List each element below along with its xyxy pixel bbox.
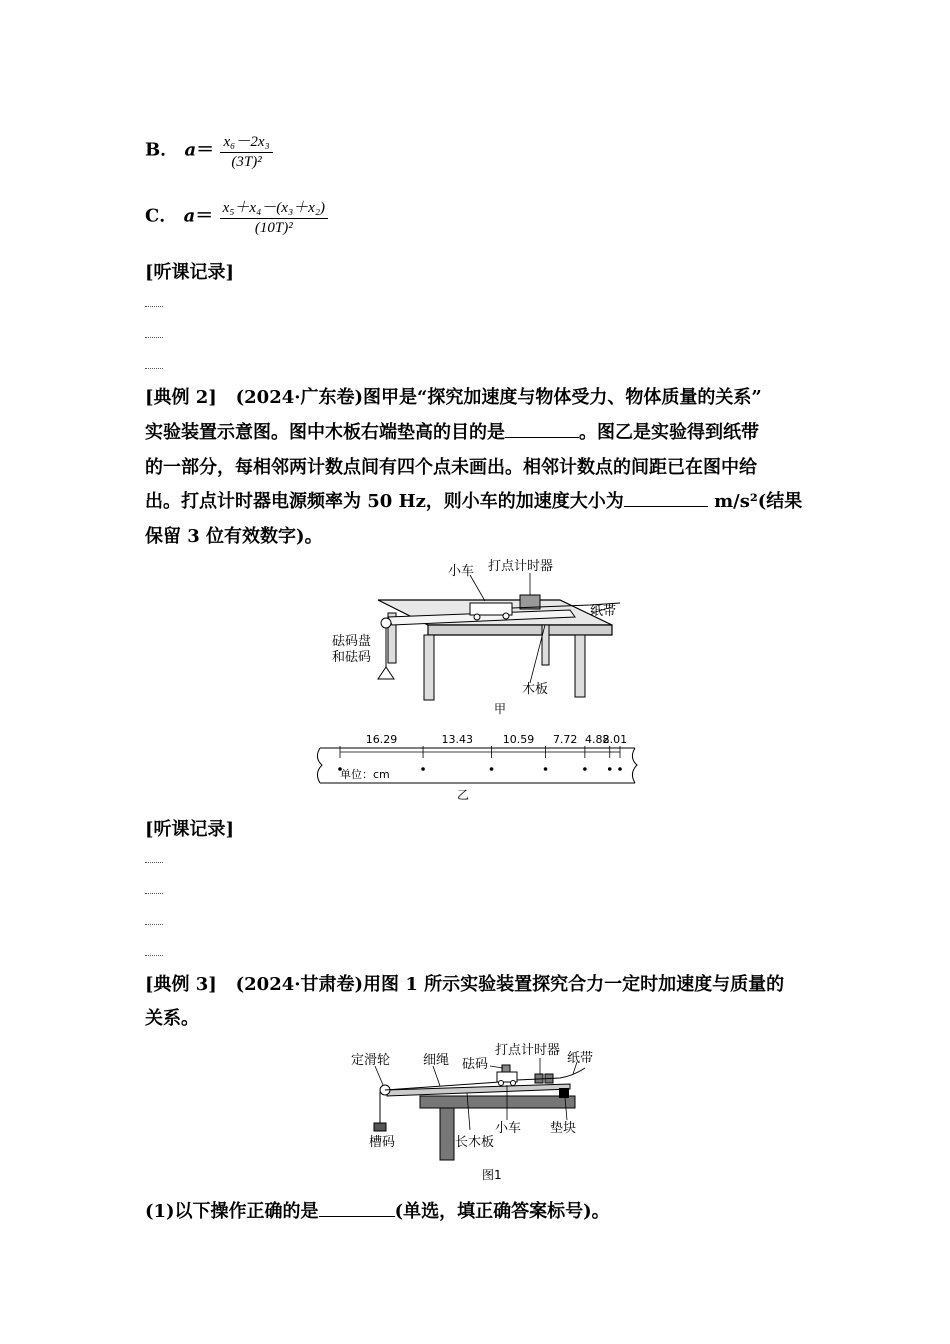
count-point bbox=[490, 767, 494, 771]
example3-source: (2024·甘肃卷) bbox=[235, 974, 364, 995]
example2-line5: 保留 3 位有效数字)。 bbox=[145, 526, 323, 547]
answer-blank bbox=[624, 506, 708, 507]
weights bbox=[378, 667, 394, 679]
count-point bbox=[608, 767, 612, 771]
example3-question1: (1)以下操作正确的是 (单选，填正确答案标号)。 bbox=[145, 1201, 610, 1222]
pulley bbox=[381, 618, 391, 628]
distance-label: 2.01 bbox=[602, 733, 628, 746]
note-line bbox=[145, 862, 163, 863]
notes-heading-2: [听课记录] bbox=[145, 819, 235, 840]
option-b-eq: ＝ bbox=[196, 139, 215, 161]
answer-blank bbox=[505, 437, 579, 438]
note-line bbox=[145, 924, 163, 925]
distance-label: 7.72 bbox=[552, 733, 578, 746]
count-point bbox=[544, 767, 548, 771]
count-point bbox=[421, 767, 425, 771]
distance-label: 16.29 bbox=[365, 733, 398, 746]
option-c-denominator: (10T)² bbox=[254, 220, 293, 236]
option-b-fraction bbox=[220, 130, 272, 171]
table-leg bbox=[440, 1108, 454, 1160]
option-c-eq: ＝ bbox=[195, 205, 214, 227]
option-c-label: C． bbox=[145, 205, 178, 227]
weight-on-car bbox=[502, 1065, 510, 1072]
note-line bbox=[145, 893, 163, 894]
car-wheel bbox=[503, 613, 509, 619]
block bbox=[559, 1088, 569, 1098]
table-leg bbox=[575, 635, 585, 697]
label-weights-1: 砝码盘 bbox=[332, 634, 372, 649]
label-timer: 打点计时器 bbox=[495, 1043, 561, 1058]
option-b-numerator: x₆－2x₃ bbox=[220, 130, 272, 153]
table-front bbox=[428, 625, 612, 635]
option-c-fraction bbox=[220, 196, 328, 237]
count-point bbox=[618, 767, 622, 771]
answer-blank bbox=[319, 1216, 395, 1217]
note-line bbox=[145, 955, 163, 956]
figure-yi bbox=[310, 728, 640, 804]
caption-fig1: 图1 bbox=[482, 1168, 502, 1182]
example2-tag: [典例 2] bbox=[145, 387, 217, 408]
example3-tag: [典例 3] bbox=[145, 974, 217, 995]
table-leg bbox=[424, 635, 434, 700]
label-tape: 纸带 bbox=[567, 1051, 594, 1066]
caption-jia: 甲 bbox=[494, 702, 507, 716]
option-b-var: a bbox=[184, 139, 197, 161]
label-rope: 细绳 bbox=[423, 1053, 450, 1068]
note-line bbox=[145, 306, 163, 307]
figure-jia bbox=[320, 555, 630, 720]
distance-label: 4.88 bbox=[585, 733, 610, 746]
label-car: 小车 bbox=[495, 1121, 522, 1136]
unit-label: 单位：cm bbox=[340, 768, 390, 781]
car-wheel bbox=[474, 614, 480, 620]
label-pulley: 定滑轮 bbox=[351, 1053, 391, 1068]
option-b-label: B． bbox=[145, 139, 179, 161]
label-weight: 砝码 bbox=[462, 1057, 489, 1072]
example2-source: (2024·广东卷) bbox=[235, 387, 364, 408]
option-b bbox=[145, 130, 273, 171]
distance-label: 10.59 bbox=[502, 733, 535, 746]
note-line bbox=[145, 368, 163, 369]
label-weights-2: 和砝码 bbox=[332, 650, 372, 665]
label-hook: 槽码 bbox=[369, 1135, 396, 1150]
label-car: 小车 bbox=[448, 564, 475, 579]
figure-1 bbox=[345, 1038, 615, 1188]
option-b-denominator: (3T)² bbox=[231, 154, 262, 170]
example3-line2: 关系。 bbox=[145, 1008, 199, 1029]
example3-line1: [典例 3] (2024·甘肃卷)用图 1 所示实验装置探究合力一定时加速度与质量的 bbox=[145, 974, 785, 995]
long-board bbox=[387, 1084, 570, 1096]
distance-marks bbox=[338, 733, 627, 771]
distance-label: 13.43 bbox=[441, 733, 474, 746]
note-line bbox=[145, 337, 163, 338]
hook-weight bbox=[374, 1123, 386, 1131]
example2-line3: 的一部分，每相邻两计数点间有四个点未画出。相邻计数点的间距已在图中给 bbox=[145, 457, 757, 478]
table-top bbox=[420, 1096, 575, 1108]
label-board: 木板 bbox=[522, 682, 549, 697]
label-block: 垫块 bbox=[550, 1121, 577, 1136]
example2-line4: 出。打点计时器电源频率为 50 Hz，则小车的加速度大小为 m/s²(结果 bbox=[145, 491, 803, 512]
option-c-var: a bbox=[183, 205, 196, 227]
label-tape: 纸带 bbox=[590, 604, 617, 619]
example2-line1: [典例 2] (2024·广东卷)图甲是“探究加速度与物体受力、物体质量的关系” bbox=[145, 387, 762, 408]
example2-line2: 实验装置示意图。图中木板右端垫高的目的是 。图乙是实验得到纸带 bbox=[145, 422, 759, 443]
caption-yi: 乙 bbox=[457, 788, 470, 802]
notes-heading-1: [听课记录] bbox=[145, 262, 235, 283]
label-timer: 打点计时器 bbox=[488, 559, 554, 574]
count-point bbox=[583, 767, 587, 771]
label-board: 长木板 bbox=[455, 1135, 495, 1150]
option-c-numerator: x₅＋x₄－(x₃＋x₂) bbox=[220, 196, 328, 219]
option-c bbox=[145, 196, 328, 237]
